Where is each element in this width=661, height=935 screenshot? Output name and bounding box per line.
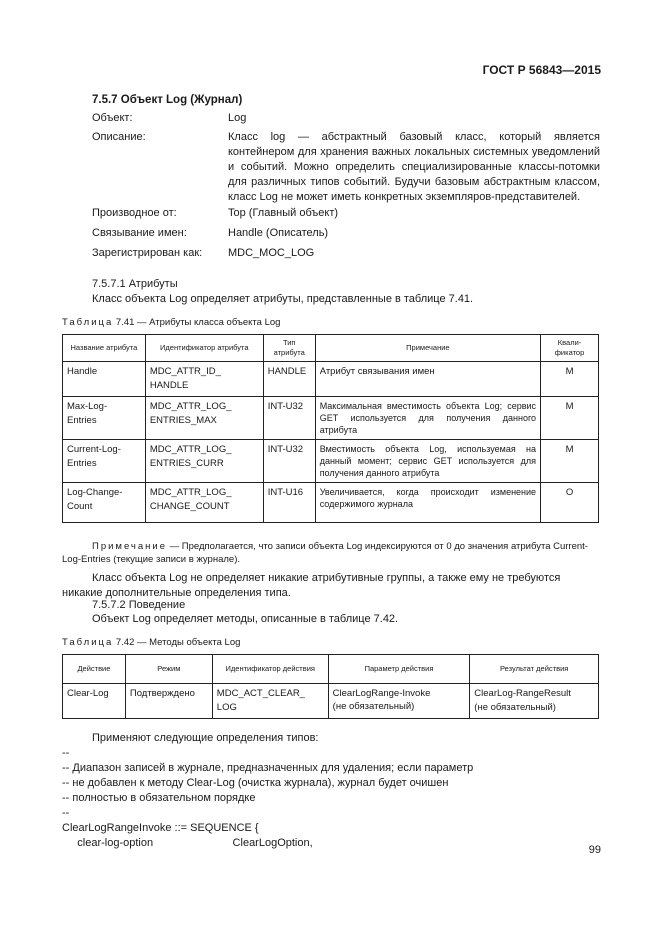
code-line: -- полностью в обязательном порядке — [62, 792, 256, 804]
table-note: Примечание — Предполагается, что записи объекта Log индексируются от 0 до значения атрибута Current-Log-Entries (текущие записи в журнале). — [62, 541, 588, 565]
behavior-intro: Объект Log определяет методы, описанные в таблице 7.42. — [92, 613, 399, 625]
col-header: Название атрибута — [63, 335, 146, 362]
cell: M — [541, 440, 599, 483]
cell: M — [541, 362, 599, 397]
col-header: Примечание — [315, 335, 540, 362]
field-label: Связывание имен: — [92, 227, 187, 239]
table-row — [63, 397, 599, 440]
col-header: Результат действия — [470, 655, 599, 684]
field-value: Класс log — абстрактный базовый класс, который является контейнером для хранения важных локальных системных уведомлений и событий. Можно определить специализированные классы-потомки для различных типов событий. Будучи базовым абстрактным классом, класс Log не может иметь конкретных экземпляров-представителей. — [228, 131, 600, 203]
col-header: Параметр действия — [328, 655, 470, 684]
cell: M — [541, 397, 599, 440]
col-header: Действие — [63, 655, 126, 684]
table-row — [63, 684, 599, 719]
cell: MDC_ATTR_LOG_ ENTRIES_MAX — [145, 397, 263, 440]
table-742-caption: Таблица 7.42 — Методы объекта Log — [62, 637, 241, 648]
cell: MDC_ACT_CLEAR_ LOG — [212, 684, 328, 719]
subsection-behavior-title: 7.5.7.2 Поведение — [92, 599, 186, 611]
code-line: -- — [62, 807, 70, 819]
cell: ClearLog-RangeResult (не обязательный) — [470, 684, 599, 719]
field-value: Log — [228, 112, 247, 124]
code-line: -- Диапазон записей в журнале, предназначенных для удаления; если параметр — [62, 762, 474, 774]
code-line: clear-log-option ClearLogOption, — [62, 837, 313, 849]
cell: Clear-Log — [63, 684, 126, 719]
cell: Увеличивается, когда происходит изменение содержимого журнала — [315, 483, 540, 523]
section-title: 7.5.7 Объект Log (Журнал) — [92, 94, 243, 106]
cell: O — [541, 483, 599, 523]
col-header: Режим — [125, 655, 212, 684]
field-label: Зарегистрирован как: — [92, 247, 203, 259]
cell: INT-U32 — [263, 397, 315, 440]
col-header: Тип атрибута — [263, 335, 315, 362]
field-value: Top (Главный объект) — [228, 207, 339, 219]
cell: INT-U16 — [263, 483, 315, 523]
field-label: Описание: — [92, 131, 146, 143]
field-label: Объект: — [92, 112, 133, 124]
cell: Вместимость объекта Log, используемая на данный момент; сервис GET используется для получения данного атрибута — [315, 440, 540, 483]
field-value: MDC_MOC_LOG — [228, 247, 315, 259]
field-value: Handle (Описатель) — [228, 227, 329, 239]
cell: MDC_ATTR_LOG_ CHANGE_COUNT — [145, 483, 263, 523]
type-definitions-intro: Применяют следующие определения типов: — [92, 732, 319, 744]
table-row — [63, 362, 599, 397]
asn1-code-block — [62, 746, 473, 851]
methods-table — [62, 654, 599, 719]
cell: ClearLogRange-Invoke (не обязательный) — [328, 684, 470, 719]
col-header: Идентификатор атрибута — [145, 335, 263, 362]
cell: HANDLE — [263, 362, 315, 397]
field-label: Производное от: — [92, 207, 177, 219]
cell: Max-Log- Entries — [63, 397, 146, 440]
attributes-table — [62, 334, 599, 523]
table-header-row — [63, 335, 599, 362]
document-header: ГОСТ Р 56843—2015 — [482, 63, 601, 77]
table-row — [63, 440, 599, 483]
code-line: -- — [62, 747, 70, 759]
cell: INT-U32 — [263, 440, 315, 483]
code-line: -- не добавлен к методу Clear-Log (очистка журнала), журнал будет очишен — [62, 777, 449, 789]
cell: Максимальная вместимость объекта Log; сервис GET используется для получения данного атрибута — [315, 397, 540, 440]
cell: Атрибут связывания имен — [315, 362, 540, 397]
cell: Handle — [63, 362, 146, 397]
page-number: 99 — [588, 844, 601, 856]
col-header: Квали-фикатор — [541, 335, 599, 362]
table-header-row — [63, 655, 599, 684]
cell: MDC_ATTR_ID_ HANDLE — [145, 362, 263, 397]
table-row — [63, 483, 599, 523]
table-741-caption: Таблица 7.41 — Атрибуты класса объекта Log — [62, 317, 281, 328]
attributes-intro: Класс объекта Log определяет атрибуты, представленные в таблице 7.41. — [92, 293, 474, 305]
paragraph-attribute-groups: Класс объекта Log не определяет никакие атрибутивные группы, а также ему не требуются никакие дополнительные определения типа. — [62, 572, 561, 599]
cell: Current-Log- Entries — [63, 440, 146, 483]
cell: MDC_ATTR_LOG_ ENTRIES_CURR — [145, 440, 263, 483]
code-line: ClearLogRangeInvoke ::= SEQUENCE { — [62, 822, 259, 834]
cell: Подтверждено — [125, 684, 212, 719]
subsection-attributes-title: 7.5.7.1 Атрибуты — [92, 278, 178, 290]
cell: Log-Change- Count — [63, 483, 146, 523]
col-header: Идентификатор действия — [212, 655, 328, 684]
